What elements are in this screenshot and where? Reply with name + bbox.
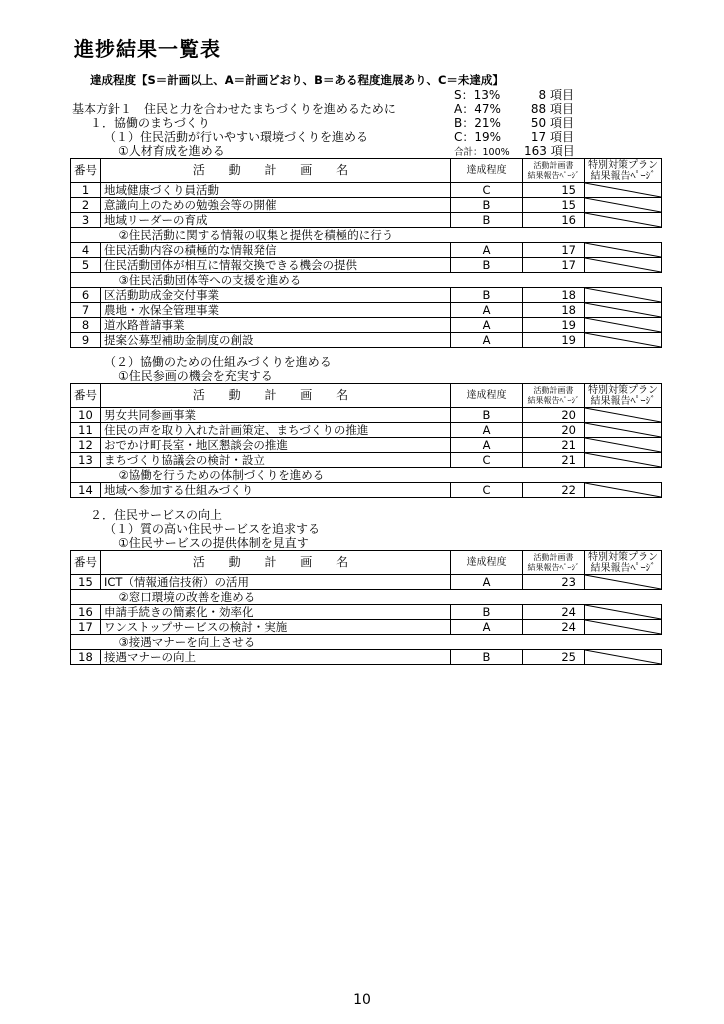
- basic-policy: 基本方針１ 住民と力を合わせたまちづくりを進めるために: [72, 102, 396, 116]
- table-row: [71, 303, 662, 318]
- plan-name: 地域健康づくり員活動: [101, 183, 451, 198]
- report-page: 24: [523, 605, 585, 620]
- table-row: [71, 620, 662, 635]
- row-number: 18: [71, 650, 101, 665]
- plan-name: 住民活動内容の積極的な情報発信: [101, 243, 451, 258]
- subsection-heading: （１）住民活動が行いやすい環境づくりを進める: [104, 130, 369, 144]
- achievement-grade: B: [451, 198, 523, 213]
- row-number: 15: [71, 575, 101, 590]
- group-heading: ③接遇マナーを向上させる: [118, 635, 256, 649]
- report-page: 18: [523, 288, 585, 303]
- table-row: [71, 438, 662, 453]
- plan-name: 道水路普請事業: [101, 318, 451, 333]
- not-applicable-slash: [585, 183, 662, 198]
- row-number: 8: [71, 318, 101, 333]
- group-heading: ①住民参画の機会を充実する: [118, 369, 273, 383]
- not-applicable-slash: [585, 575, 662, 590]
- report-page: 20: [523, 423, 585, 438]
- plan-name: 意識向上のための勉強会等の開催: [101, 198, 451, 213]
- group-heading: ②住民活動に関する情報の収集と提供を積極的に行う: [118, 228, 394, 242]
- not-applicable-slash: [585, 438, 662, 453]
- plan-name: 住民の声を取り入れた計画策定、まちづくりの推進: [101, 423, 451, 438]
- plan-name: 接遇マナーの向上: [101, 650, 451, 665]
- grade-legend: 達成程度【S＝計画以上、A＝計画どおり、B＝ある程度進展あり、C＝未達成】: [90, 73, 504, 87]
- stat-a: A：47% 88 項目: [454, 102, 574, 116]
- plan-table-1: [70, 158, 662, 348]
- table-row: [71, 183, 662, 198]
- plan-name: 提案公募型補助金制度の創設: [101, 333, 451, 348]
- achievement-grade: A: [451, 318, 523, 333]
- table-header: 番号 活 動 計 画 名 達成程度 活動計画書 結果報告ﾍﾟｰｼﾞ 特別対策プラン 結果報告ﾍﾟｰｼﾞ: [71, 551, 662, 575]
- table-row: [71, 605, 662, 620]
- plan-name: 住民活動団体が相互に情報交換できる機会の提供: [101, 258, 451, 273]
- table-row: [71, 453, 662, 468]
- table-row: [71, 483, 662, 498]
- row-number: 5: [71, 258, 101, 273]
- report-page: 16: [523, 213, 585, 228]
- row-number: 2: [71, 198, 101, 213]
- report-page: 15: [523, 198, 585, 213]
- row-number: 17: [71, 620, 101, 635]
- plan-name: まちづくり協議会の検討・設立: [101, 453, 451, 468]
- achievement-grade: B: [451, 408, 523, 423]
- row-number: 9: [71, 333, 101, 348]
- report-page: 21: [523, 453, 585, 468]
- group-heading: ①人材育成を進める: [118, 144, 225, 158]
- not-applicable-slash: [585, 483, 662, 498]
- not-applicable-slash: [585, 333, 662, 348]
- table-row: [71, 258, 662, 273]
- achievement-grade: B: [451, 288, 523, 303]
- report-page: 17: [523, 243, 585, 258]
- table-row: [71, 243, 662, 258]
- not-applicable-slash: [585, 453, 662, 468]
- row-number: 4: [71, 243, 101, 258]
- report-page: 17: [523, 258, 585, 273]
- row-number: 3: [71, 213, 101, 228]
- stat-c: C：19% 17 項目: [454, 130, 574, 144]
- table-row: [71, 408, 662, 423]
- not-applicable-slash: [585, 650, 662, 665]
- not-applicable-slash: [585, 318, 662, 333]
- achievement-grade: A: [451, 303, 523, 318]
- plan-name: 区活動助成金交付事業: [101, 288, 451, 303]
- achievement-grade: A: [451, 438, 523, 453]
- achievement-grade: A: [451, 333, 523, 348]
- not-applicable-slash: [585, 258, 662, 273]
- section-heading: １．協働のまちづくり: [90, 116, 210, 130]
- table-row: [71, 198, 662, 213]
- plan-name: 地域へ参加する仕組みづくり: [101, 483, 451, 498]
- report-page: 20: [523, 408, 585, 423]
- achievement-grade: C: [451, 453, 523, 468]
- group-heading: ②窓口環境の改善を進める: [118, 590, 256, 604]
- table-header: 番号 活 動 計 画 名 達成程度 活動計画書 結果報告ﾍﾟｰｼﾞ 特別対策プラン 結果報告ﾍﾟｰｼﾞ: [71, 159, 662, 183]
- report-page: 25: [523, 650, 585, 665]
- achievement-grade: C: [451, 183, 523, 198]
- plan-name: ICT（情報通信技術）の活用: [101, 575, 451, 590]
- report-page: 19: [523, 333, 585, 348]
- report-page: 24: [523, 620, 585, 635]
- not-applicable-slash: [585, 288, 662, 303]
- plan-name: おでかけ町長室・地区懇談会の推進: [101, 438, 451, 453]
- row-number: 14: [71, 483, 101, 498]
- section-heading: ２．住民サービスの向上: [90, 508, 223, 522]
- table-row: [71, 213, 662, 228]
- report-page: 18: [523, 303, 585, 318]
- plan-table-2: [70, 383, 662, 498]
- achievement-grade: C: [451, 483, 523, 498]
- plan-name: 地域リーダーの育成: [101, 213, 451, 228]
- plan-name: 申請手続きの簡素化・効率化: [101, 605, 451, 620]
- subsection-heading: （２）協働のための仕組みづくりを進める: [104, 355, 332, 369]
- not-applicable-slash: [585, 620, 662, 635]
- report-page: 19: [523, 318, 585, 333]
- report-page: 21: [523, 438, 585, 453]
- stat-s: S：13% 8 項目: [454, 88, 574, 102]
- row-number: 13: [71, 453, 101, 468]
- subsection-heading: （１）質の高い住民サービスを追求する: [104, 522, 321, 536]
- table-row: [71, 333, 662, 348]
- plan-name: 男女共同参画事業: [101, 408, 451, 423]
- achievement-grade: A: [451, 620, 523, 635]
- stat-total: 合計：100% 163 項目: [454, 144, 575, 158]
- not-applicable-slash: [585, 303, 662, 318]
- group-heading: ③住民活動団体等への支援を進める: [118, 273, 302, 287]
- achievement-grade: B: [451, 258, 523, 273]
- row-number: 7: [71, 303, 101, 318]
- report-page: 22: [523, 483, 585, 498]
- achievement-grade: B: [451, 605, 523, 620]
- not-applicable-slash: [585, 213, 662, 228]
- table-row: [71, 650, 662, 665]
- not-applicable-slash: [585, 423, 662, 438]
- table-row: [71, 318, 662, 333]
- row-number: 6: [71, 288, 101, 303]
- row-number: 1: [71, 183, 101, 198]
- achievement-grade: A: [451, 575, 523, 590]
- page-number: 10: [353, 992, 371, 1008]
- row-number: 11: [71, 423, 101, 438]
- page-title: 進捗結果一覧表: [74, 37, 221, 61]
- achievement-grade: B: [451, 650, 523, 665]
- achievement-grade: A: [451, 243, 523, 258]
- not-applicable-slash: [585, 605, 662, 620]
- row-number: 12: [71, 438, 101, 453]
- not-applicable-slash: [585, 243, 662, 258]
- row-number: 16: [71, 605, 101, 620]
- not-applicable-slash: [585, 198, 662, 213]
- report-page: 23: [523, 575, 585, 590]
- achievement-grade: B: [451, 213, 523, 228]
- table-row: [71, 575, 662, 590]
- plan-table-3: [70, 550, 662, 665]
- group-heading: ①住民サービスの提供体制を見直す: [118, 536, 309, 550]
- stat-b: B：21% 50 項目: [454, 116, 574, 130]
- row-number: 10: [71, 408, 101, 423]
- not-applicable-slash: [585, 408, 662, 423]
- table-header: 番号 活 動 計 画 名 達成程度 活動計画書 結果報告ﾍﾟｰｼﾞ 特別対策プラン 結果報告ﾍﾟｰｼﾞ: [71, 384, 662, 408]
- plan-name: ワンストップサービスの検討・実施: [101, 620, 451, 635]
- plan-name: 農地・水保全管理事業: [101, 303, 451, 318]
- report-page: 15: [523, 183, 585, 198]
- group-heading: ②協働を行うための体制づくりを進める: [118, 468, 325, 482]
- achievement-grade: A: [451, 423, 523, 438]
- table-row: [71, 423, 662, 438]
- table-row: [71, 288, 662, 303]
